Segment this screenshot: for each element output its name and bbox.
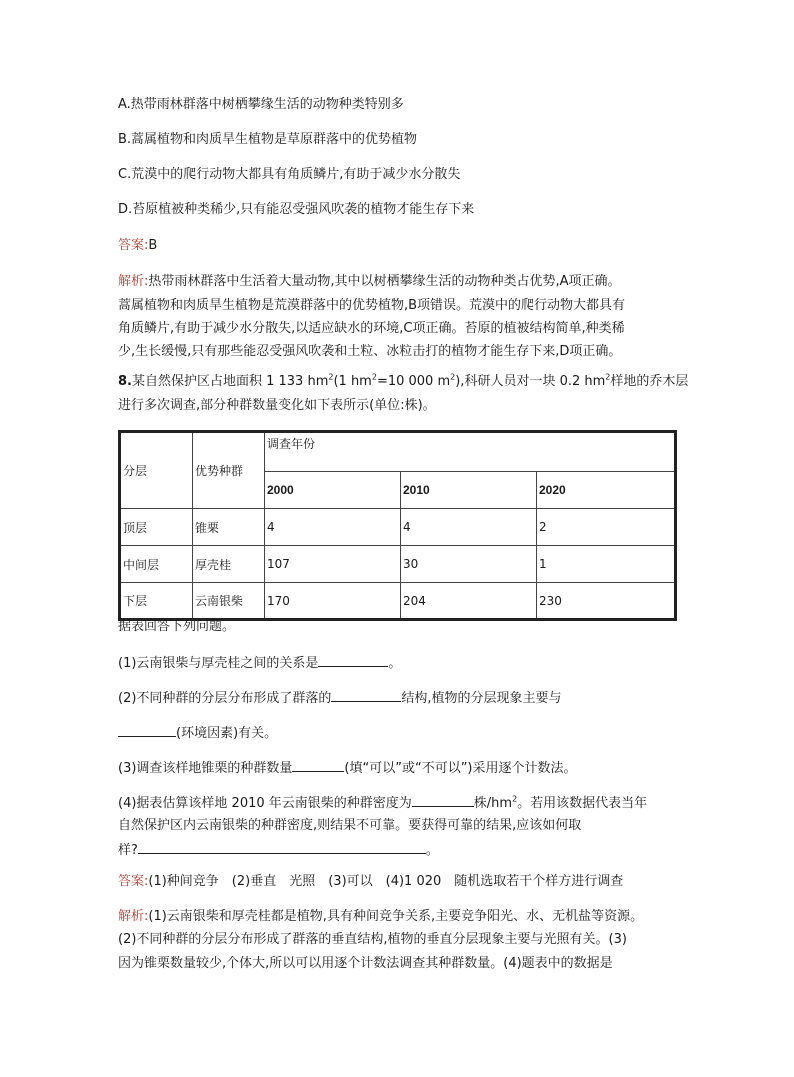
q7-analysis-line-3: 角质鳞片,有助于减少水分散失,以适应缺水的环境,C项正确。苔原的植被结构简单,种类稀 (118, 321, 625, 336)
q8-sub4-line3: 样? 。 (118, 840, 439, 860)
header-years: 调查年份 (265, 432, 676, 472)
population-table (118, 430, 677, 621)
q8-analysis-line-3: 因为锥栗数量较少,个体大,所以可以用逐个计数法调查其种群数量。(4)题表中的数据是 (118, 956, 613, 971)
option-d: D.苔原植被种类稀少,只有能忍受强风吹袭的植物才能生存下来 (118, 202, 475, 217)
header-species: 优势种群 (193, 432, 265, 509)
header-layer: 分层 (120, 432, 193, 509)
answer-blank (118, 723, 176, 737)
q8-stem-line-1: 8.某自然保护区占地面积 1 133 $hm^2(1$ $hm^2=10$ 000 $m^2$),科研人员对一块 0.2 $hm^2$样地的乔木层 (118, 372, 689, 389)
q8-sub2-line2: (环境因素)有关。 (118, 723, 277, 743)
q8-prompt: 据表回答下列问题。 (118, 619, 236, 634)
answer-blank (292, 758, 344, 772)
table-row: 下层 云南银柴 170 204 230 (120, 583, 676, 620)
answer-value: (1)种间竞争 (2)垂直 光照 (3)可以 (4)1 020 随机选取若干个样方进行调查 (148, 874, 624, 889)
q7-analysis-line-2: 蒿属植物和肉质旱生植物是荒漠群落中的优势植物,B项错误。荒漠中的爬行动物大都具有 (118, 298, 626, 313)
q7-analysis-line-1: 解析:热带雨林群落中生活着大量动物,其中以树栖攀缘生活的动物种类占优势,A项正确。 (118, 274, 621, 289)
option-a: A.热带雨林群落中树栖攀缘生活的动物种类特别多 (118, 97, 404, 112)
q8-analysis-line-2: (2)不同种群的分层分布形成了群落的垂直结构,植物的垂直分层现象主要与光照有关。(3) (118, 932, 627, 947)
q8-sub1: (1)云南银柴与厚壳桂之间的关系是 。 (118, 653, 401, 673)
q7-answer (118, 237, 157, 255)
answer-blank (318, 653, 388, 667)
table-row: 顶层 锥栗 4 4 2 (120, 509, 676, 546)
q8-analysis-line-1: 解析:(1)云南银柴和厚壳桂都是植物,具有种间竞争关系,主要竞争阳光、水、无机盐等资源。 (118, 909, 644, 924)
header-year-2000: 2000 (265, 472, 401, 509)
answer-value: B (148, 238, 158, 253)
q8-sub4-line2: 自然保护区内云南银柴的种群密度,则结果不可靠。要获得可靠的结果,应该如何取 (118, 818, 582, 833)
option-c: C.荒漠中的爬行动物大都具有角质鳞片,有助于减少水分散失 (118, 167, 461, 182)
answer-blank (412, 793, 474, 807)
question-number: 8. (118, 374, 132, 389)
header-year-2020: 2020 (537, 472, 676, 509)
analysis-label: 解析: (118, 909, 149, 924)
header-year-2010: 2010 (401, 472, 537, 509)
analysis-label: 解析: (118, 274, 149, 289)
q8-sub3: (3)调查该样地锥栗的种群数量 (填“可以”或“不可以”)采用逐个计数法。 (118, 758, 577, 778)
option-b: B.蒿属植物和肉质旱生植物是草原群落中的优势植物 (118, 132, 418, 147)
q8-stem-line-2: 进行多次调查,部分种群数量变化如下表所示(单位:株)。 (118, 398, 436, 413)
answer-label: 答案: (118, 874, 149, 889)
table-row: 中间层 厚壳桂 107 30 1 (120, 546, 676, 583)
answer-blank (138, 840, 426, 854)
q7-analysis-line-4: 少,生长缓慢,只有那些能忍受强风吹袭和土粒、冰粒击打的植物才能生存下来,D项正确。 (118, 344, 622, 359)
q8-answer (118, 873, 623, 891)
answer-label: 答案: (118, 238, 149, 253)
q8-sub4: (4)据表估算该样地 2010 年云南银柴的种群密度为 株$/hm^2$。若用该数据代表当年 (118, 794, 648, 811)
q8-sub2: (2)不同种群的分层分布形成了群落的 结构,植物的分层现象主要与 (118, 688, 562, 708)
answer-blank (331, 688, 401, 702)
